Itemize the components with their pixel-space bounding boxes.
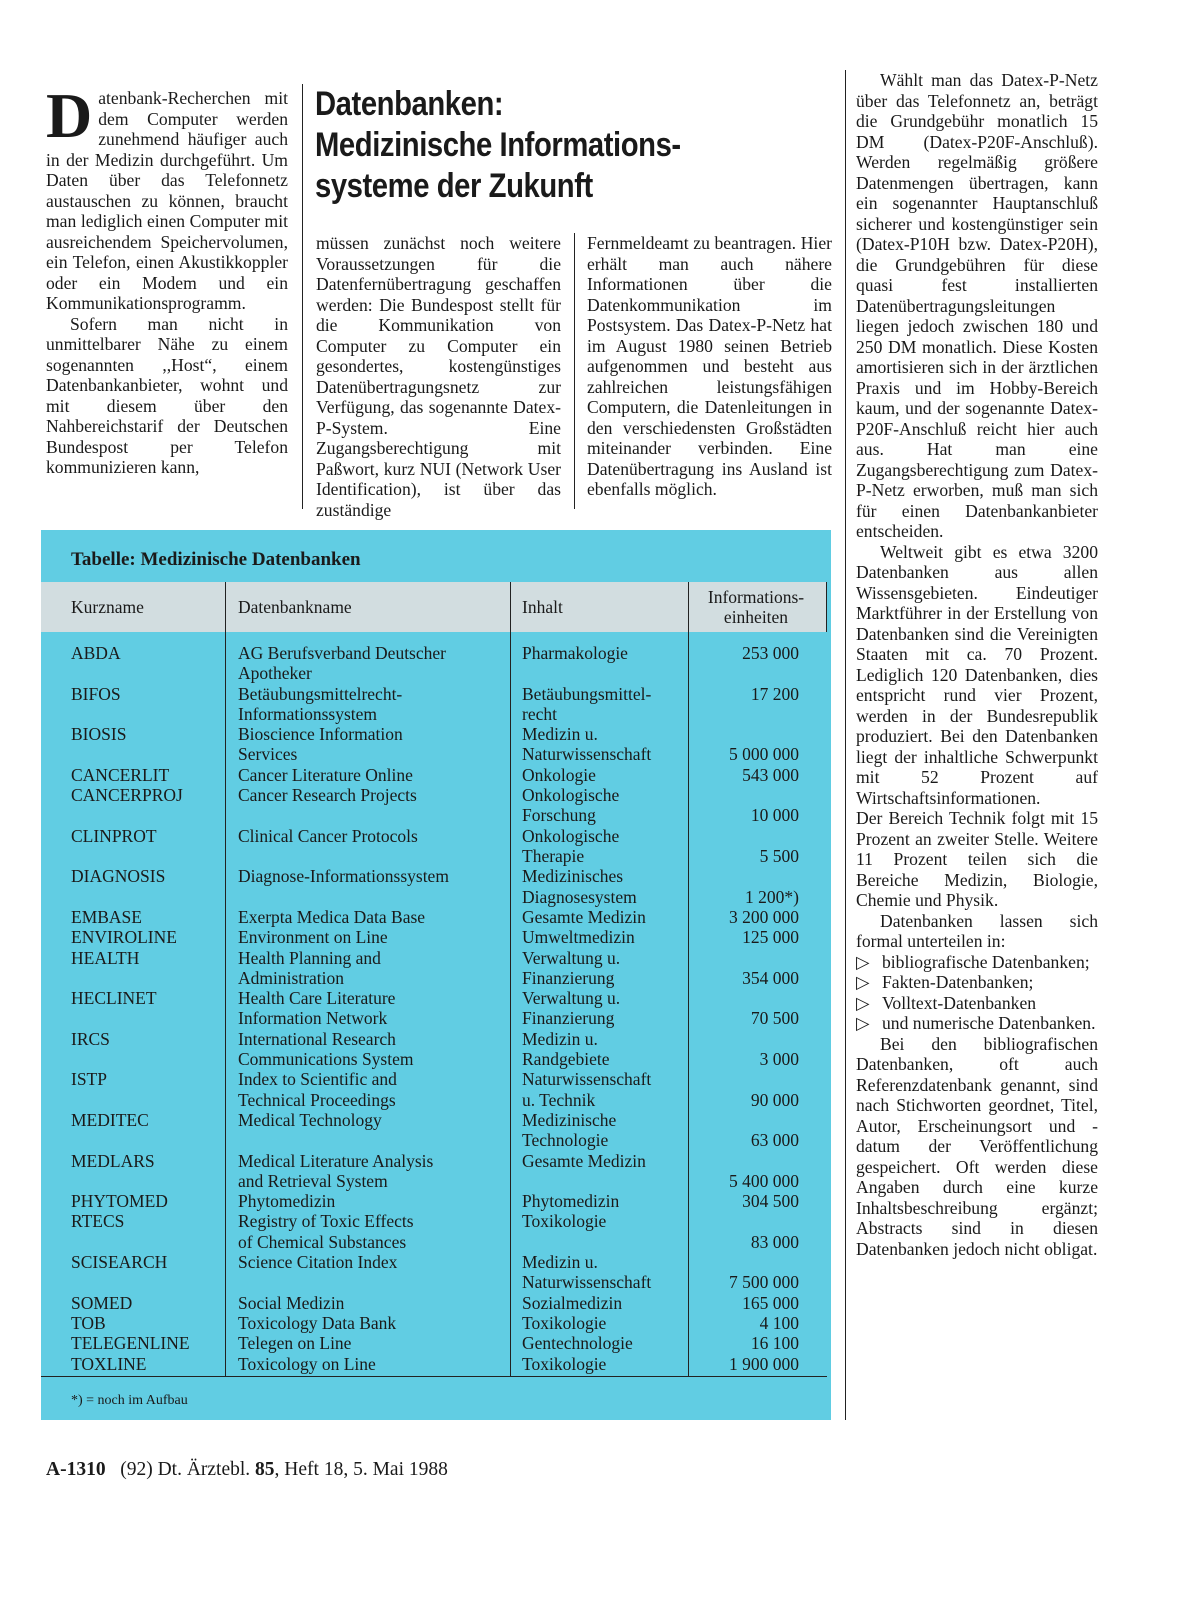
column-divider [845,70,846,1420]
cell-einheiten: 5 500 [759,845,799,866]
article-column-mid-1 [316,233,561,520]
cell-inhalt: Medizin u. Randgebiete [522,1028,610,1069]
cell-datenbankname: Toxicology Data Bank [238,1312,397,1333]
cell-inhalt: Verwaltung u. Finanzierung [522,988,621,1029]
journal-ref: (92) Dt. Ärztebl. [120,1459,251,1480]
cell-datenbankname: Cancer Research Projects [238,785,417,806]
table-header [41,582,827,632]
column-divider [302,84,303,509]
title-line-2: Medizinische Informations- [315,126,681,164]
cell-einheiten: 304 500 [742,1191,799,1212]
cell-einheiten: 1 900 000 [729,1353,799,1374]
paragraph: müssen zunächst noch weitere Voraussetzungen für die Datenfernübertragung geschaffen werden: Die Bundespost stellt für die Kommunikation von Computer zu Computer ein gesondertes, kostengünstiges Datenübertragungsnetz zur Verfügung, das sogenannte Datex-P-System. Eine Zugangsberechtigung mit Paßwort, kurz NUI (Network User Identification), ist über das zuständige [316,233,561,520]
cell-einheiten: 63 000 [750,1130,799,1151]
cell-einheiten: 10 000 [750,805,799,826]
drop-cap: D [46,80,93,151]
cell-datenbankname: Phytomedizin [238,1191,336,1212]
intro-paragraph: atenbank-Recherchen mit dem Computer werden zunehmend häufiger auch in der Medizin durchgeführt. Um Daten über das Telefonnetz austauschen zu können, braucht man lediglich einen Computer mit ausreichendem Speichervolumen, ein Telefon, einen Akustikkoppler oder ein Modem und ein Kommunikationsprogramm. [46,88,288,313]
cell-kurzname: IRCS [71,1028,110,1049]
header-inhalt: Inhalt [522,596,563,617]
table-footnote: *) = noch im Aufbau [71,1393,188,1408]
table-row [41,826,827,867]
cell-datenbankname: Medical Technology [238,1109,382,1130]
cell-datenbankname: Medical Literature Analysis and Retrieval System [238,1150,434,1191]
cell-inhalt: Sozialmedizin [522,1292,623,1313]
cell-inhalt: Naturwissenschaft u. Technik [522,1069,652,1110]
cell-einheiten: 125 000 [742,927,799,948]
cell-datenbankname: Health Care Literature Information Network [238,988,396,1029]
triangle-bullet-icon: ▷ [856,951,870,972]
table-row [41,1151,827,1192]
cell-kurzname: HECLINET [71,988,157,1009]
article-column-right [856,70,1098,1259]
page-footer [46,1459,448,1481]
cell-einheiten: 70 500 [750,1008,799,1029]
cell-datenbankname: Social Medizin [238,1292,345,1313]
cell-einheiten: 90 000 [750,1089,799,1110]
cell-kurzname: TOB [71,1312,106,1333]
cell-inhalt: Gentechnologie [522,1333,633,1354]
cell-einheiten: 543 000 [742,764,799,785]
paragraph: Sofern man nicht in unmittelbarer Nähe zu einem sogenannten ,,Host“, einem Datenbankanbieter, wohnt und mit diesem über den Nahbereichstarif der Deutschen Bundespost per Telefon kommunizieren kann, [46,313,288,477]
paragraph: Weltweit gibt es etwa 3200 Datenbanken aus allen Wissensgebieten. Eindeutiger Marktführer in der Erstellung von Datenbanken sind die Vereinigten Staaten mit ca. 70 Prozent. Lediglich 120 Datenbanken, dies entspricht rund vier Prozent, werden in der Bundesrepublik produziert. Bei den Datenbanken liegt der inhaltliche Schwerpunkt mit 52 Prozent auf Wirtschaftsinformationen. [856,541,1098,808]
cell-kurzname: DIAGNOSIS [71,866,166,887]
cell-einheiten: 3 200 000 [729,906,799,927]
cell-datenbankname: Index to Scientific and Technical Proceedings [238,1069,397,1110]
triangle-bullet-icon: ▷ [856,972,870,992]
table-footer-rule [41,1376,827,1377]
paragraph: Bei den bibliografischen Datenbanken, oft auch Referenzdatenbank genannt, sind nach Stichworten geordnet, Titel, Autor, Erscheinungsort und -datum der Veröffentlichung gespeichert. Oft werden diese Angaben durch eine kurze Inhaltsbeschreibung ergänzt; Abstracts sind in diesen Datenbanken jedoch nicht obligat. [856,1033,1098,1259]
cell-einheiten: 4 100 [759,1312,799,1333]
cell-einheiten: 1 200*) [745,886,799,907]
table-row [41,1333,827,1353]
table-row [41,988,827,1029]
cell-datenbankname: Clinical Cancer Protocols [238,825,418,846]
cell-inhalt: Umweltmedizin [522,927,635,948]
paragraph: Der Bereich Technik folgt mit 15 Prozent an zweiter Stelle. Weitere 11 Prozent teilen sich die Bereiche Medizin, Biologie, Chemie und Physik. [856,808,1098,910]
cell-kurzname: TOXLINE [71,1353,147,1374]
cell-kurzname: BIOSIS [71,724,127,745]
cell-einheiten: 5 400 000 [729,1170,799,1191]
paragraph: Wählt man das Datex-P-Netz über das Telefonnetz an, beträgt die Grundgebühr monatlich 15 DM (Datex-P20F-Anschluß). Werden regelmäßig größere Datenmengen übertragen, kann ein sogenannter Hauptanschluß sicherer und kostengünstiger sein (Datex-P10H bzw. Datex-P20H), die Grundgebühren für diese quasi fest installierten Datenübertragungsleitungen liegen jedoch zwischen 180 und 250 DM monatlich. Diese Kosten amortisieren sich in der ärztlichen Praxis und im Hobby-Bereich kaum, und der sogenannte Datex-P20F-Anschluß reicht hier auch aus. Hat man eine Zugangsberechtigung zum Datex-P-Netz erworben, muß man sich für einen Datenbankanbieter entscheiden. [856,70,1098,541]
cell-inhalt: Medizinisches Diagnosesystem [522,866,637,907]
cell-inhalt: Onkologie [522,764,596,785]
table-row [41,785,827,826]
cell-inhalt: Toxikologie [522,1312,607,1333]
list-item: ▷ Fakten-Datenbanken; [856,972,1034,992]
table-row [41,724,827,765]
cell-inhalt: Gesamte Medizin [522,906,646,927]
cell-inhalt: Onkologische Forschung [522,785,620,826]
cell-inhalt: Medizin u. Naturwissenschaft [522,724,652,765]
cell-kurzname: TELEGENLINE [71,1333,190,1354]
table-row [41,643,827,684]
table-row [41,684,827,725]
cell-einheiten: 83 000 [750,1231,799,1252]
database-table [41,530,831,1420]
cell-kurzname: BIFOS [71,683,121,704]
cell-datenbankname: Toxicology on Line [238,1353,376,1374]
table-row [41,1293,827,1313]
volume: 85 [255,1459,275,1480]
header-informationseinheiten: Informations- einheiten [707,587,805,627]
cell-einheiten: 165 000 [742,1292,799,1313]
cell-inhalt: Medizin u. Naturwissenschaft [522,1252,652,1293]
cell-datenbankname: International Research Communications System [238,1028,414,1069]
cell-kurzname: ENVIROLINE [71,927,177,948]
cell-kurzname: RTECS [71,1211,125,1232]
cell-datenbankname: Environment on Line [238,927,388,948]
table-row [41,1211,827,1252]
title-line-1: Datenbanken: [315,85,504,123]
table-title: Tabelle: Medizinische Datenbanken [71,549,361,570]
cell-inhalt: Betäubungsmittel- recht [522,683,652,724]
cell-datenbankname: Registry of Toxic Effects of Chemical Substances [238,1211,414,1252]
table-row [41,1313,827,1333]
cell-kurzname: CANCERPROJ [71,785,183,806]
cell-kurzname: HEALTH [71,947,140,968]
article-title [315,84,762,207]
article-column-mid-2 [587,233,832,500]
cell-datenbankname: Health Planning and Administration [238,947,381,988]
cell-kurzname: EMBASE [71,906,142,927]
cell-inhalt: Toxikologie [522,1353,607,1374]
cell-einheiten: 253 000 [742,643,799,663]
table-row [41,927,827,947]
cell-datenbankname: AG Berufsverband Deutscher Apotheker [238,643,446,684]
table-row [41,1252,827,1293]
title-line-3: systeme der Zukunft [315,167,593,205]
cell-kurzname: ISTP [71,1069,107,1090]
cell-inhalt: Toxikologie [522,1211,607,1232]
cell-datenbankname: Bioscience Information Services [238,724,403,765]
cell-kurzname: MEDLARS [71,1150,155,1171]
column-divider [574,233,575,509]
table-row [41,765,827,785]
table-row [41,948,827,989]
cell-inhalt: Medizinische Technologie [522,1109,617,1151]
header-datenbankname: Datenbankname [238,596,352,617]
table-row [41,1354,827,1374]
cell-einheiten: 17 200 [750,683,799,704]
cell-einheiten: 354 000 [742,967,799,988]
bullet-list [856,952,1098,1034]
cell-kurzname: ABDA [71,643,121,663]
table-row [41,1069,827,1110]
paragraph: Fernmeldeamt zu beantragen. Hier erhält man auch nähere Informationen über die Datenkommunikation im Postsystem. Das Datex-P-Netz hat im August 1980 seinen Betrieb aufgenommen und besteht aus zahlreichen leistungsfähigen Computern, die Datenleitungen in den verschiedensten Großstädten miteinander verbinden. Eine Datenübertragung ins Ausland ist ebenfalls möglich. [587,233,832,499]
article-column-left [46,80,288,478]
cell-kurzname: PHYTOMED [71,1191,168,1212]
cell-einheiten: 7 500 000 [729,1272,799,1293]
table-row [41,907,827,927]
cell-datenbankname: Betäubungsmittelrecht- Informationssystem [238,683,403,724]
header-kurzname: Kurzname [71,596,144,617]
cell-einheiten: 16 100 [750,1333,799,1354]
issue-date: , Heft 18, 5. Mai 1988 [274,1459,448,1480]
list-item: ▷ bibliografische Datenbanken; [856,951,1090,972]
table-row [41,1110,827,1151]
paragraph: Datenbanken lassen sich formal unterteilen in: [856,910,1098,951]
cell-kurzname: CANCERLIT [71,764,170,785]
cell-kurzname: CLINPROT [71,825,157,846]
cell-kurzname: MEDITEC [71,1109,149,1130]
cell-inhalt: Verwaltung u. Finanzierung [522,947,621,988]
cell-kurzname: SOMED [71,1292,133,1313]
cell-datenbankname: Science Citation Index [238,1252,398,1272]
cell-kurzname: SCISEARCH [71,1252,168,1272]
column-line [826,582,827,632]
cell-datenbankname: Diagnose-Informationssystem [238,866,449,887]
cell-inhalt: Phytomedizin [522,1191,620,1212]
cell-datenbankname: Exerpta Medica Data Base [238,906,426,927]
table-row [41,1029,827,1070]
list-item: ▷ und numerische Datenbanken. [856,1013,1096,1033]
cell-einheiten: 5 000 000 [729,744,799,765]
page-number: A-1310 [46,1459,106,1480]
cell-inhalt: Gesamte Medizin [522,1150,646,1171]
triangle-bullet-icon: ▷ [856,992,870,1013]
cell-inhalt: Onkologische Therapie [522,825,620,866]
list-item: ▷ Volltext-Datenbanken [856,992,1037,1013]
cell-inhalt: Pharmakologie [522,643,628,663]
cell-datenbankname: Telegen on Line [238,1333,352,1354]
table-row [41,1191,827,1211]
cell-datenbankname: Cancer Literature Online [238,764,413,785]
cell-einheiten: 3 000 [759,1048,799,1069]
triangle-bullet-icon: ▷ [856,1013,870,1033]
table-row [41,866,827,907]
